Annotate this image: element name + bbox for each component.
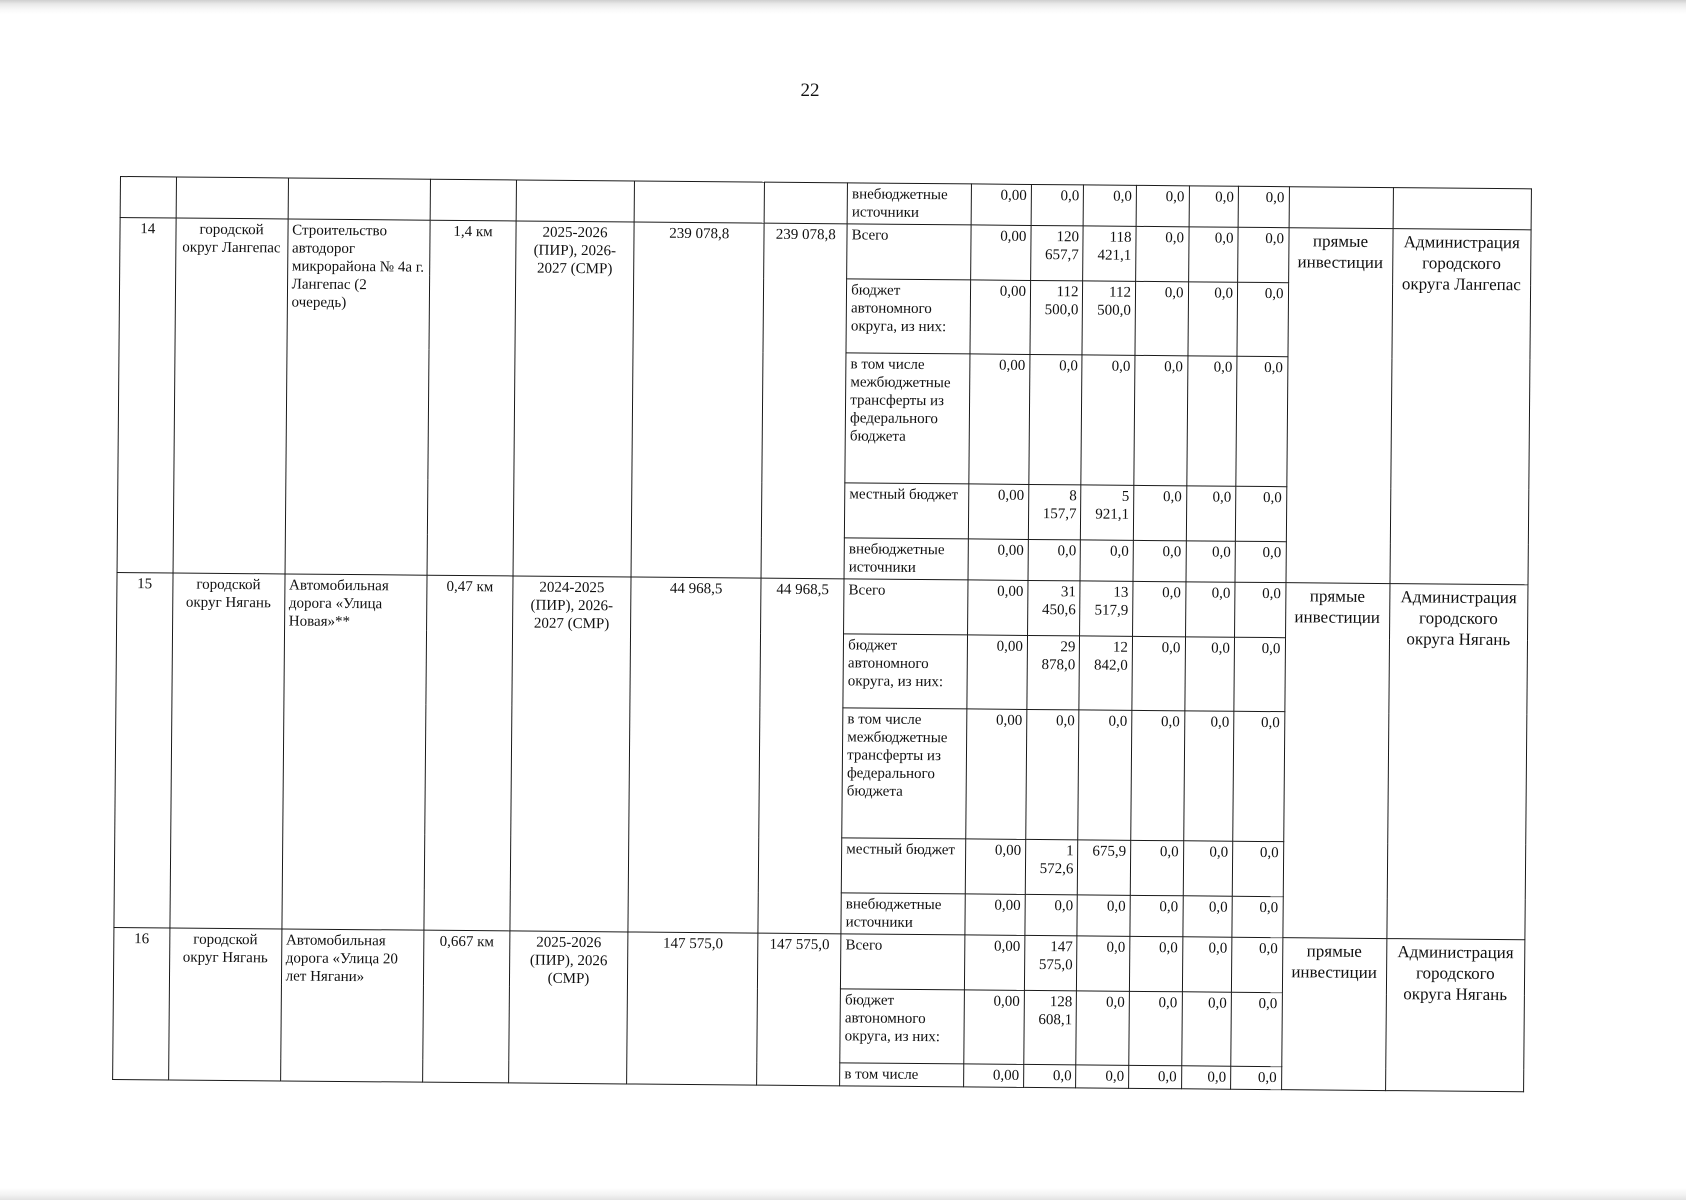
empty-cell (120, 177, 176, 218)
value-2027: 0,0 (1183, 711, 1234, 841)
value-2027: 0,0 (1183, 841, 1233, 896)
empty-cell (430, 179, 516, 221)
empty-cell (516, 180, 635, 222)
value-2026: 0,0 (1129, 936, 1182, 991)
responsible-cell: Администрация городского округа Нягань (1386, 584, 1528, 940)
source-name: в том числе межбюджетные трансферты из федерального бюджета (845, 353, 970, 484)
value-2025: 0,0 (1081, 355, 1135, 485)
value-2023: 0,00 (971, 225, 1031, 281)
value-2024: 120 657,7 (1031, 225, 1084, 280)
investment-type-cell: прямые инвестиции (1281, 938, 1386, 1091)
value-2027: 0,0 (1182, 896, 1232, 937)
value-2025: 112 500,0 (1082, 281, 1135, 355)
object-row (117, 572, 1528, 639)
source-name: в том числе межбюджетные трансферты из федерального бюджета (842, 708, 967, 839)
row-number: 14 (117, 218, 176, 573)
investment-table (112, 176, 1532, 1092)
source-name: внебюджетные источники (847, 183, 972, 225)
period-cell: 2024-2025 (ПИР), 2026-2027 (СМР) (510, 576, 631, 932)
value-2028: 0,0 (1231, 937, 1282, 992)
value-2025: 0,0 (1080, 540, 1133, 581)
row-number: 16 (113, 927, 170, 1079)
value-2027: 0,0 (1188, 227, 1238, 282)
source-name: бюджет автономного округа, из них: (840, 989, 965, 1064)
scan-edge-bottom (0, 1188, 1686, 1200)
value-2024: 0,0 (1026, 709, 1080, 839)
value-2023: 0,00 (965, 894, 1025, 936)
capacity-cell: 1,4 км (427, 220, 516, 576)
value-2023: 0,00 (966, 709, 1027, 840)
value-2026: 0,0 (1129, 991, 1182, 1065)
cost-cell: 239 078,8 (631, 222, 764, 578)
value-2025: 5 921,1 (1081, 485, 1134, 540)
empty-cell (288, 178, 431, 220)
value-2025: 0,0 (1077, 895, 1130, 936)
value-2023: 0,00 (971, 184, 1031, 226)
table-body (113, 177, 1532, 1092)
object-name-cell: Автомобильная дорога «Улица Новая»** (282, 574, 427, 930)
value-2028: 0,0 (1238, 186, 1289, 227)
value-2026: 0,0 (1133, 581, 1186, 636)
value-2028: 0,0 (1235, 541, 1286, 582)
source-name: Всего (847, 224, 972, 280)
municipality-cell: городской округ Лангепас (173, 218, 288, 574)
value-2025: 0,0 (1076, 1065, 1129, 1088)
value-2028: 0,0 (1236, 356, 1288, 486)
value-2026: 0,0 (1136, 185, 1189, 226)
value-2027: 0,0 (1189, 186, 1239, 227)
value-2027: 0,0 (1182, 937, 1232, 992)
object-name-cell: Строительство автодорог микрорайона № 4а г. Лангепас (2 очередь) (285, 219, 430, 575)
cost-cell: 44 968,5 (628, 577, 761, 933)
source-name: внебюджетные источники (844, 538, 969, 580)
value-2026: 0,0 (1136, 226, 1189, 281)
value-2024: 147 575,0 (1024, 935, 1077, 990)
responsible-cell: Администрация городского округа Нягань (1385, 939, 1525, 1092)
value-2027: 0,0 (1186, 541, 1236, 582)
object-row (120, 218, 1531, 285)
value-2023: 0,00 (968, 539, 1028, 581)
value-2023: 0,00 (967, 635, 1027, 710)
value-2023: 0,00 (964, 990, 1024, 1065)
value-2025: 0,0 (1078, 710, 1132, 840)
value-2026: 0,0 (1130, 840, 1183, 895)
value-2026: 0,0 (1132, 636, 1185, 710)
responsible-cell: Администрация городского округа Лангепас (1390, 229, 1532, 585)
value-2024: 112 500,0 (1030, 280, 1083, 354)
value-2028: 0,0 (1232, 841, 1283, 896)
value-2027: 0,0 (1186, 486, 1236, 541)
object-name-cell: Автомобильная дорога «Улица 20 лет Нягани» (280, 929, 424, 1082)
value-2024: 29 878,0 (1027, 635, 1080, 709)
empty-cell (634, 181, 765, 223)
municipality-cell: городской округ Нягань (169, 573, 284, 929)
empty-cell (176, 177, 288, 219)
value-2028: 0,0 (1238, 227, 1289, 282)
value-2026: 0,0 (1133, 485, 1186, 540)
value-2028: 0,0 (1231, 992, 1282, 1066)
value-2028: 0,0 (1235, 582, 1286, 637)
value-2024: 31 450,6 (1027, 580, 1080, 635)
municipality-cell: городской округ Нягань (168, 928, 281, 1081)
value-2024: 0,0 (1028, 539, 1081, 580)
empty-cell (1393, 188, 1532, 230)
value-2025: 0,0 (1084, 185, 1137, 226)
value-2025: 0,0 (1076, 991, 1129, 1065)
value-2023: 0,00 (965, 935, 1025, 991)
value-2026: 0,0 (1129, 1065, 1182, 1088)
value-2024: 128 608,1 (1024, 990, 1077, 1064)
value-2024: 0,0 (1024, 1064, 1077, 1087)
value-2026: 0,0 (1130, 895, 1183, 936)
cost-cell: 147 575,0 (627, 932, 759, 1085)
object-row (113, 927, 1524, 994)
value-2023: 0,00 (966, 839, 1026, 895)
source-name: бюджет автономного округа, из них: (846, 279, 971, 354)
value-2024: 8 157,7 (1028, 484, 1081, 539)
value-2026: 0,0 (1133, 540, 1186, 581)
period-cell: 2025-2026 (ПИР), 2026-2027 (СМР) (513, 221, 634, 577)
value-2024: 0,0 (1025, 894, 1078, 935)
source-name: в том числе (840, 1063, 964, 1087)
value-2025: 118 421,1 (1083, 226, 1136, 281)
value-2027: 0,0 (1184, 637, 1234, 711)
value-2028: 0,0 (1232, 896, 1283, 937)
source-name: Всего (841, 934, 966, 990)
empty-cell (1289, 187, 1393, 229)
capacity-cell: 0,667 км (423, 930, 510, 1083)
value-2024: 0,0 (1029, 354, 1083, 484)
source-name: Всего (844, 579, 969, 635)
value-2028: 0,0 (1234, 637, 1285, 711)
scan-edge-top (0, 0, 1686, 14)
value-2027: 0,0 (1185, 582, 1235, 637)
value-2024: 0,0 (1031, 184, 1084, 225)
row-number: 15 (114, 572, 173, 927)
remaining-cost-cell: 147 575,0 (757, 933, 841, 1086)
remaining-cost-cell: 239 078,8 (761, 223, 847, 579)
value-2023: 0,00 (964, 1064, 1024, 1088)
value-2027: 0,0 (1181, 992, 1231, 1066)
investment-type-cell: прямые инвестиции (1282, 583, 1389, 939)
remaining-cost-cell: 44 968,5 (758, 578, 844, 934)
source-name: внебюджетные источники (841, 893, 966, 935)
investment-type-cell: прямые инвестиции (1285, 228, 1392, 584)
value-2025: 12 842,0 (1079, 636, 1132, 710)
value-2024: 1 572,6 (1025, 839, 1078, 894)
value-2023: 0,00 (970, 280, 1030, 355)
value-2023: 0,00 (969, 484, 1029, 540)
value-2025: 675,9 (1078, 840, 1131, 895)
value-2028: 0,0 (1237, 282, 1288, 356)
value-2023: 0,00 (969, 354, 1030, 485)
page-number: 22 (800, 80, 820, 101)
source-name: местный бюджет (845, 483, 970, 539)
value-2028: 0,0 (1235, 486, 1286, 541)
value-2025: 13 517,9 (1080, 581, 1133, 636)
value-2028: 0,0 (1231, 1066, 1282, 1089)
source-name: местный бюджет (841, 838, 966, 894)
value-2026: 0,0 (1134, 355, 1188, 485)
value-2026: 0,0 (1131, 710, 1185, 840)
value-2023: 0,00 (968, 580, 1028, 636)
value-2026: 0,0 (1135, 281, 1188, 355)
empty-cell (764, 182, 847, 224)
value-2027: 0,0 (1181, 1066, 1231, 1089)
value-2028: 0,0 (1233, 711, 1285, 841)
source-name: бюджет автономного округа, из них: (843, 634, 968, 709)
value-2027: 0,0 (1186, 356, 1237, 486)
value-2027: 0,0 (1187, 282, 1237, 356)
period-cell: 2025-2026 (ПИР), 2026 (СМР) (509, 931, 628, 1084)
value-2025: 0,0 (1077, 936, 1130, 991)
capacity-cell: 0,47 км (424, 575, 513, 931)
